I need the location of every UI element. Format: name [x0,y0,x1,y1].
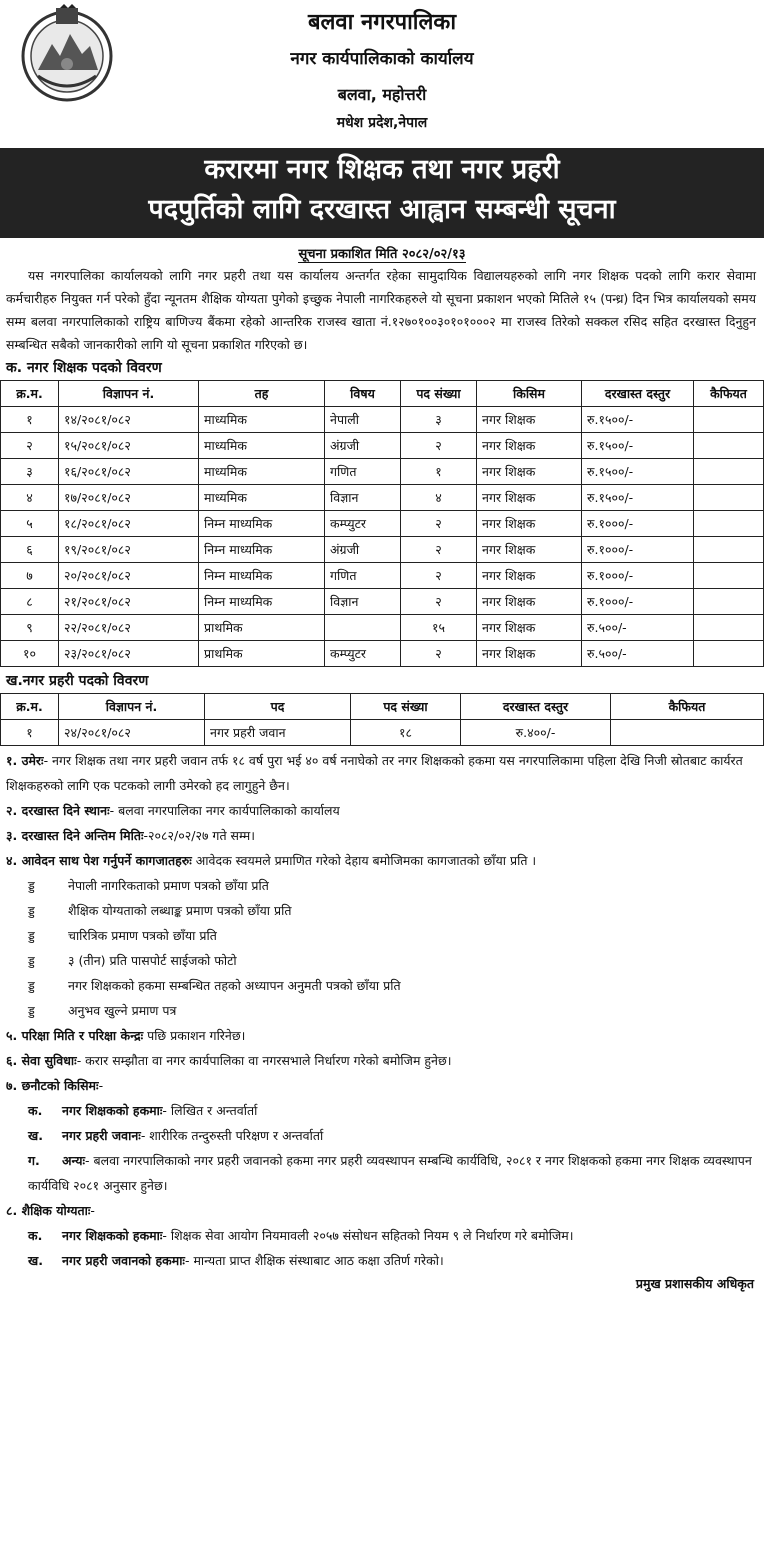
notice-title-banner [0,148,764,238]
bullet-icon: ड्ड [28,1003,35,1018]
teacher-col-header: विज्ञापन नं. [59,381,199,407]
teacher-cell: १६/२०८१/०८२ [59,459,199,485]
teacher-cell: रु.५००/- [582,615,694,641]
n7_items-item [6,1148,756,1198]
teacher-cell: ३ [1,459,59,485]
teacher-cell: ६ [1,537,59,563]
document-item-text: नगर शिक्षकको हकमा सम्बन्धित तहको अध्यापन अनुमती पत्रको छाँया प्रति [68,978,401,993]
teacher-table-row [1,537,764,563]
teacher-table-row [1,615,764,641]
teacher-cell: २३/२०८१/०८२ [59,641,199,667]
note-exam: ५. परिक्षा मिति र परिक्षा केन्द्रः पछि प्रकाशन गरिनेछ। [6,1028,246,1043]
teacher-cell: रु.१०००/- [582,563,694,589]
n7_items-item-label: अन्यः [62,1153,86,1168]
teacher-table-row [1,407,764,433]
teacher-table-row [1,459,764,485]
teacher-cell: नगर शिक्षक [477,485,582,511]
police-cell: नगर प्रहरी जवान [205,720,351,746]
teacher-cell: २२/२०८१/०८२ [59,615,199,641]
teacher-cell: नगर शिक्षक [477,433,582,459]
teacher-cell: निम्न माध्यमिक [199,589,325,615]
police-section-title: ख.नगर प्रहरी पदको विवरण [6,673,149,689]
teacher-cell: निम्न माध्यमिक [199,511,325,537]
teacher-cell: निम्न माध्यमिक [199,563,325,589]
office-name: बलवा नगरपालिका [307,10,457,35]
teacher-table-row [1,433,764,459]
notice-conditions [0,746,764,1273]
document-item-text: चारित्रिक प्रमाण पत्रको छाँया प्रति [68,928,217,943]
n7_items-item [6,1123,756,1148]
teacher-cell: २ [401,511,477,537]
note-place: २. दरखास्त दिने स्थानः- बलवा नगरपालिका नगर कार्यपालिकाको कार्यालय [6,803,340,818]
teacher-cell: गणित [325,459,401,485]
n8_items-item-mark: ख. [28,1253,43,1268]
police-col-header: पद [205,694,351,720]
n8_items-item-label: नगर शिक्षकको हकमाः [62,1228,163,1243]
n7_items-item-mark: ख. [28,1128,43,1143]
teacher-table-row [1,485,764,511]
n7_items-item-text: - लिखित र अन्तर्वार्ता [162,1103,258,1118]
n7_items-item-label: नगर प्रहरी जवानः [62,1128,141,1143]
teacher-cell: माध्यमिक [199,485,325,511]
document-item-text: शैक्षिक योग्यताको लब्धाङ्क प्रमाण पत्रको छाँया प्रति [68,903,292,918]
teacher-cell: माध्यमिक [199,459,325,485]
teacher-cell: निम्न माध्यमिक [199,537,325,563]
police-cell: १८ [351,720,461,746]
document-item [6,973,756,998]
bullet-icon: ड्ड [28,953,35,968]
teacher-cell: १९/२०८१/०८२ [59,537,199,563]
teacher-cell: रु.१५००/- [582,485,694,511]
teacher-cell: २१/२०८१/०८२ [59,589,199,615]
note-age: १. उमेरः- नगर शिक्षक तथा नगर प्रहरी जवान तर्फ १८ वर्ष पुरा भई ४० वर्ष ननाघेको तर नगर शिक्षकको हकमा यस नगरपालिकामा पहिला देखि निजी स्रोतबाट कार्यरत शिक्षकहरुको लागि एक पटकको लागी उमेरको हद लागुहुने छैन। [6,753,743,793]
teacher-cell: २ [1,433,59,459]
n7_items-item-text: - बलवा नगरपालिकाको नगर प्रहरी जवानको हकमा नगर प्रहरी व्यवस्थापन सम्बन्धि कार्यविधि, २०८१ र नगर शिक्षकको हकमा नगर शिक्षक व्यवस्थापन कार्यविधि २०८१ अनुसार हुनेछ। [28,1153,752,1193]
note-selection: ७. छनौटको किसिमः- [6,1078,104,1093]
n7_items-item [6,1098,756,1123]
teacher-cell: ९ [1,615,59,641]
document-item [6,898,756,923]
n7_items-item-label: नगर शिक्षकको हकमाः [62,1103,163,1118]
teacher-cell: रु.१५००/- [582,459,694,485]
teacher-table-row [1,563,764,589]
teacher-cell: प्राथमिक [199,615,325,641]
teacher-col-header: क्र.म. [1,381,59,407]
teacher-cell: २ [401,433,477,459]
teacher-cell: २ [401,641,477,667]
teacher-cell [694,589,764,615]
teacher-cell [694,407,764,433]
teacher-cell: नगर शिक्षक [477,407,582,433]
teacher-cell: विज्ञान [325,485,401,511]
police-table-row [1,720,764,746]
teacher-col-header: दरखास्त दस्तुर [582,381,694,407]
teacher-cell [694,511,764,537]
teacher-cell: नगर शिक्षक [477,563,582,589]
police-table-body [1,720,764,746]
n7_items-item-mark: क. [28,1103,43,1118]
teacher-cell [694,433,764,459]
teacher-section-title: क. नगर शिक्षक पदको विवरण [6,360,162,376]
selection-list [6,1098,756,1198]
teacher-cell: नगर शिक्षक [477,511,582,537]
teacher-cell: माध्यमिक [199,433,325,459]
n8_items-item [6,1223,756,1248]
teacher-cell: ८ [1,589,59,615]
teacher-cell [694,563,764,589]
police-col-header: विज्ञापन नं. [59,694,205,720]
teacher-cell: १ [401,459,477,485]
teacher-cell: रु.१५००/- [582,407,694,433]
teacher-col-header: कैफियत [694,381,764,407]
teacher-cell: १७/२०८१/०८२ [59,485,199,511]
note-documents: ४. आवेदन साथ पेश गर्नुपर्ने कागजातहरुः आवेदक स्वयमले प्रमाणित गरेको देहाय बमोजिमका कागजातको छाँया प्रति । [6,853,537,868]
teacher-cell: ७ [1,563,59,589]
teacher-cell: २ [401,589,477,615]
teacher-cell: १४/२०८१/०८२ [59,407,199,433]
teacher-cell [694,537,764,563]
bullet-icon: ड्ड [28,978,35,993]
teacher-cell [325,615,401,641]
teacher-cell: माध्यमिक [199,407,325,433]
teacher-cell [694,641,764,667]
teacher-cell: नगर शिक्षक [477,615,582,641]
office-sub: नगर कार्यपालिकाको कार्यालय [290,49,474,69]
police-cell [611,720,764,746]
letterhead [0,0,764,148]
teacher-table-row [1,641,764,667]
document-item [6,873,756,898]
teacher-cell: १५ [401,615,477,641]
police-col-header: कैफियत [611,694,764,720]
office-location: बलवा, महोत्तरी [337,85,427,104]
document-item-text: ३ (तीन) प्रति पासपोर्ट साईजको फोटो [68,953,237,968]
publish-date: सूचना प्रकाशित मिति २०८२/०२/१३ [298,247,466,262]
teacher-cell: प्राथमिक [199,641,325,667]
note-benefits: ६. सेवा सुविधाः- करार सम्झौता वा नगर कार्यपालिका वा नगरसभाले निर्धारण गरेको बमोजिम हुनेछ। [6,1053,452,1068]
document-item-text: अनुभव खुल्ने प्रमाण पत्र [68,1003,177,1018]
teacher-cell: कम्प्युटर [325,511,401,537]
n8_items-item-label: नगर प्रहरी जवानको हकमाः [62,1253,185,1268]
teacher-cell: ४ [401,485,477,511]
police-col-header: दरखास्त दस्तुर [461,694,611,720]
n8_items-item [6,1248,756,1273]
document-list [6,873,756,1023]
teacher-cell: नगर शिक्षक [477,459,582,485]
police-cell: रु.४००/- [461,720,611,746]
teacher-cell: कम्प्युटर [325,641,401,667]
teacher-cell: रु.१०००/- [582,589,694,615]
teacher-cell: नगर शिक्षक [477,589,582,615]
teacher-cell: रु.१०००/- [582,537,694,563]
teacher-cell: गणित [325,563,401,589]
teacher-cell: १० [1,641,59,667]
bullet-icon: ड्ड [28,928,35,943]
teacher-cell: ५ [1,511,59,537]
bullet-icon: ड्ड [28,903,35,918]
note-qualification: ८. शैक्षिक योग्यताः- [6,1203,95,1218]
teacher-cell: विज्ञान [325,589,401,615]
n7_items-item-mark: ग. [28,1153,40,1168]
teacher-col-header: विषय [325,381,401,407]
teacher-cell [694,459,764,485]
document-item [6,923,756,948]
police-table [0,693,764,746]
teacher-cell: अंग्रजी [325,537,401,563]
document-item-text: नेपाली नागरिकताको प्रमाण पत्रको छाँया प्रति [68,878,269,893]
note-deadline: ३. दरखास्त दिने अन्तिम मितिः-२०८२/०२/२७ गते सम्म। [6,828,255,843]
police-cell: १ [1,720,59,746]
teacher-table [0,380,764,667]
teacher-col-header: पद संख्या [401,381,477,407]
banner-line-1: करारमा नगर शिक्षक तथा नगर प्रहरी [204,154,560,185]
teacher-cell: रु.५००/- [582,641,694,667]
office-province: मधेश प्रदेश,नेपाल [336,115,428,131]
teacher-table-body [1,407,764,667]
teacher-table-header [1,381,764,407]
police-table-header [1,694,764,720]
teacher-cell: २०/२०८१/०८२ [59,563,199,589]
teacher-table-row [1,511,764,537]
teacher-cell: १५/२०८१/०८२ [59,433,199,459]
teacher-cell: ३ [401,407,477,433]
teacher-cell: २ [401,537,477,563]
n8_items-item-text: - शिक्षक सेवा आयोग नियमावली २०५७ संसोधन सहितको नियम ९ ले निर्धारण गरे बमोजिम। [162,1228,574,1243]
teacher-cell: रु.१०००/- [582,511,694,537]
teacher-cell: रु.१५००/- [582,433,694,459]
n8_items-item-text: - मान्यता प्राप्त शैक्षिक संस्थाबाट आठ कक्षा उतिर्ण गरेको। [184,1253,444,1268]
n7_items-item-text: - शारीरिक तन्दुरुस्ती परिक्षण र अन्तर्वार्ता [140,1128,324,1143]
document-item [6,948,756,973]
police-col-header: क्र.म. [1,694,59,720]
intro-paragraph: यस नगरपालिका कार्यालयको लागि नगर प्रहरी तथा यस कार्यालय अन्तर्गत रहेका सामुदायिक विद्यालयहरुको लागि नगर शिक्षक पदको लागि करार सेवामा कर्मचारीहरु नियुक्त गर्न परेको हुँदा न्यूनतम शैक्षिक योग्यता पुगेको इच्छुक नेपाली नागरिकहरुले यो सूचना प्रकाशन भएको मितिले १५ (पन्ध्र) दिन भित्र कार्यालयको समय सम्म बलवा नगरपालिकाको राष्ट्रिय बाणिज्य बैंकमा रहेको आन्तरिक राजस्व खाता नं.१२७०१००३०१०१०००२ मा राजस्व तिरेको सक्कल रसिद सहित दरखास्त दिनुहुन सम्बन्धित सबैको जानकारीको लागि यो सूचना प्रकाशित गरिएको छ। [6,268,756,352]
teacher-table-row [1,589,764,615]
teacher-cell: ४ [1,485,59,511]
document-item [6,998,756,1023]
teacher-cell: नगर शिक्षक [477,537,582,563]
teacher-cell: अंग्रजी [325,433,401,459]
teacher-col-header: किसिम [477,381,582,407]
teacher-cell: २ [401,563,477,589]
police-cell: २४/२०८१/०८२ [59,720,205,746]
banner-line-2: पदपुर्तिको लागि दरखास्त आह्वान सम्बन्धी सूचना [148,194,616,225]
qualification-list [6,1223,756,1273]
teacher-cell: १८/२०८१/०८२ [59,511,199,537]
signature-title: प्रमुख प्रशासकीय अधिकृत [635,1276,754,1291]
teacher-cell: नेपाली [325,407,401,433]
teacher-cell [694,615,764,641]
teacher-cell [694,485,764,511]
police-col-header: पद संख्या [351,694,461,720]
teacher-col-header: तह [199,381,325,407]
teacher-cell: १ [1,407,59,433]
bullet-icon: ड्ड [28,878,35,893]
teacher-cell: नगर शिक्षक [477,641,582,667]
n8_items-item-mark: क. [28,1228,43,1243]
